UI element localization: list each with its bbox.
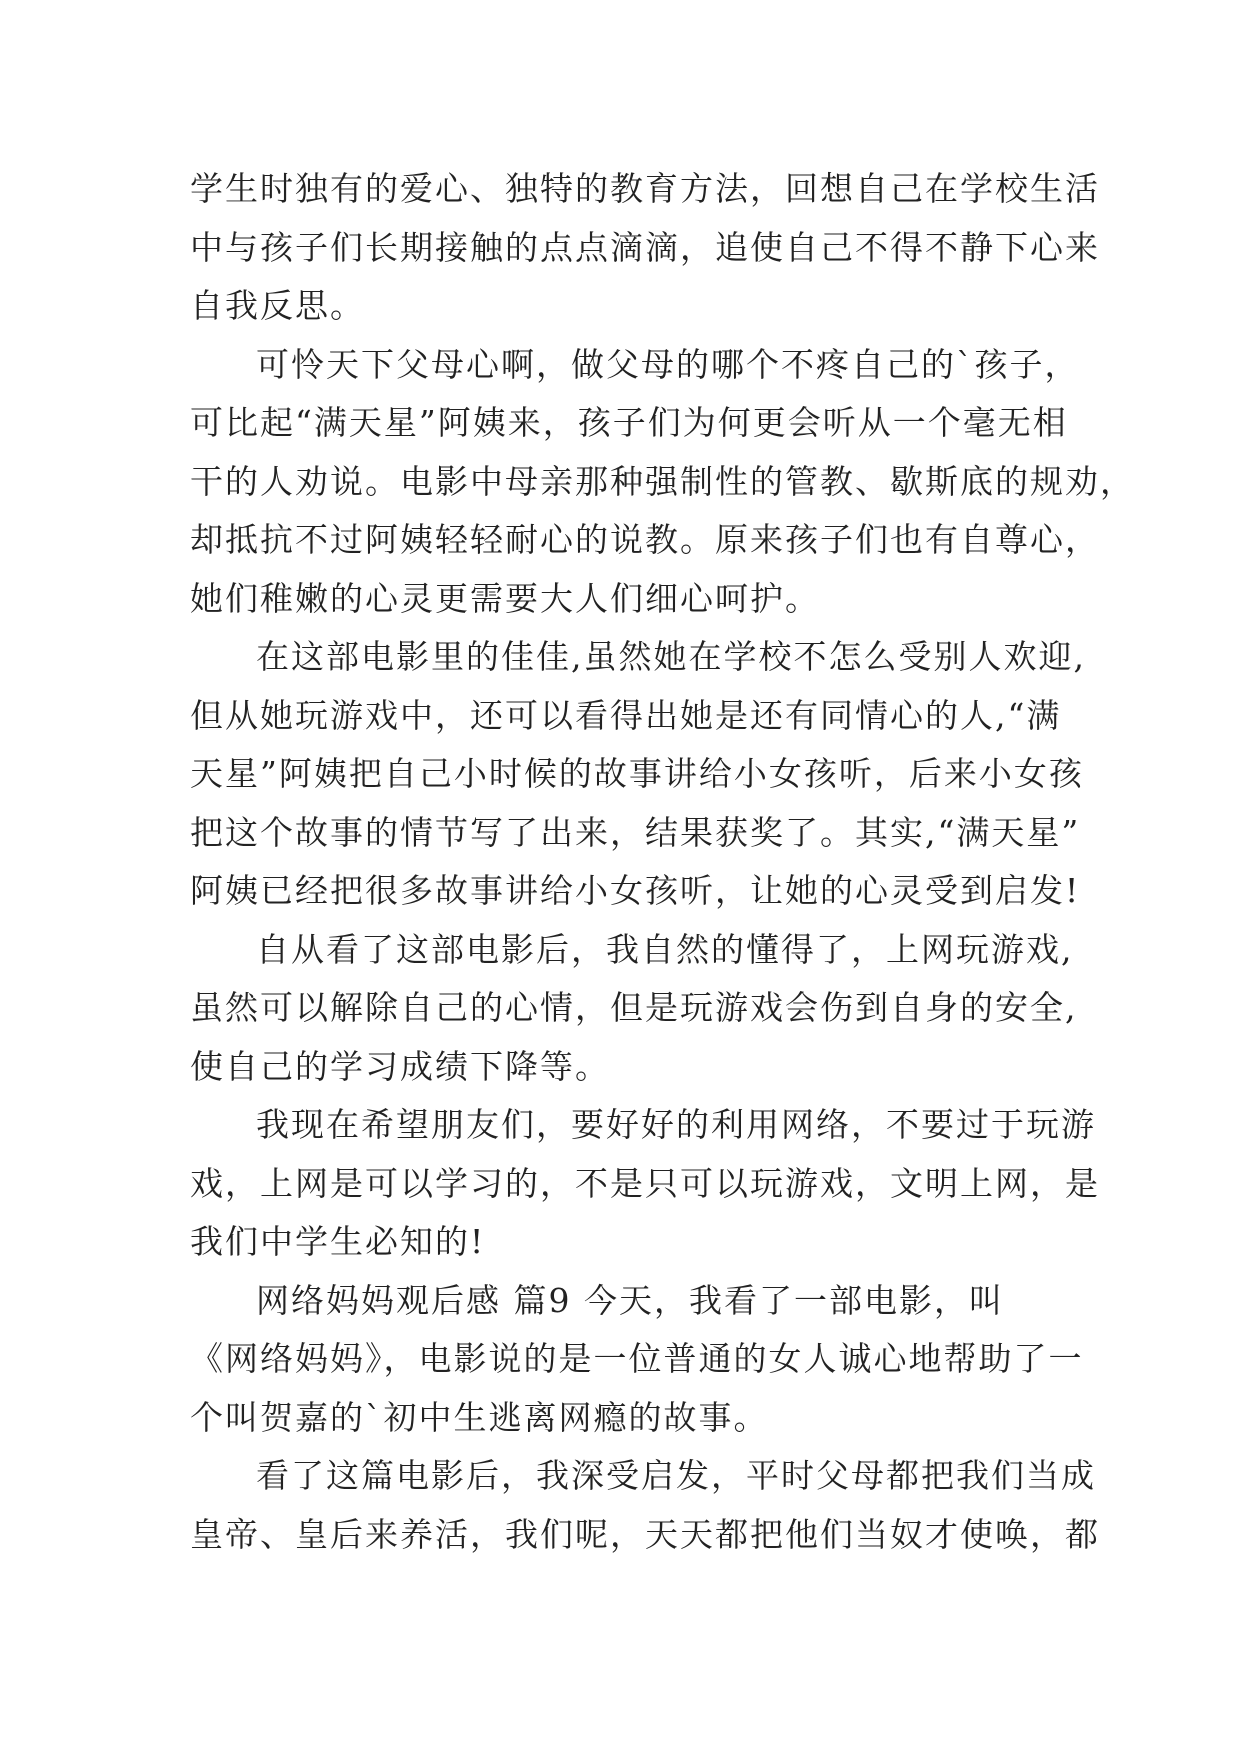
text-line: 中与孩子们长期接触的点点滴滴，追使自己不得不静下心来 (190, 227, 1100, 267)
text-line: 我现在希望朋友们，要好好的利用网络，不要过于玩游 (256, 1105, 1096, 1144)
text-line: 虽然可以解除自己的心情，但是玩游戏会伤到自身的安全, (190, 988, 1078, 1027)
text-line: 皇帝、皇后来养活，我们呢，天天都把他们当奴才使唤，都 (190, 1514, 1100, 1554)
text-line: 却抵抗不过阿姨轻轻耐心的说教。原来孩子们也有自尊心， (190, 520, 1100, 559)
text-line: 把这个故事的情节写了出来，结果获奖了。其实,“满天星” (190, 812, 1081, 852)
text-line: 我们中学生必知的! (190, 1222, 486, 1261)
text-line: 《网络妈妈》，电影说的是一位普通的女人诚心地帮助了一 (190, 1339, 1084, 1378)
text-line: 网络妈妈观后感 篇9 今天，我看了一部电影，叫 (256, 1280, 1004, 1320)
body-text (190, 160, 1135, 1564)
text-line: 可怜天下父母心啊，做父母的哪个不疼自己的`孩子， (256, 344, 1080, 384)
text-line: 在这部电影里的佳佳,虽然她在学校不怎么受别人欢迎, (256, 637, 1086, 676)
text-line: 自从看了这部电影后，我自然的懂得了，上网玩游戏, (256, 929, 1074, 969)
text-line: 可比起“满天星”阿姨来，孩子们为何更会听从一个毫无相 (190, 403, 1068, 442)
text-line: 自我反思。 (190, 286, 365, 325)
text-line: 学生时独有的爱心、独特的教育方法，回想自己在学校生活 (190, 169, 1100, 208)
text-line: 干的人劝说。电影中母亲那种强制性的管教、歇斯底的规劝， (190, 461, 1135, 501)
text-line: 她们稚嫩的心灵更需要大人们细心呵护。 (190, 578, 820, 618)
text-line: 天星”阿姨把自己小时候的故事讲给小女孩听，后来小女孩 (190, 754, 1084, 793)
text-line: 使自己的学习成绩下降等。 (190, 1046, 610, 1086)
text-line: 但从她玩游戏中，还可以看得出她是还有同情心的人,“满 (190, 695, 1062, 735)
text-line: 阿姨已经把很多故事讲给小女孩听，让她的心灵受到启发! (190, 871, 1081, 910)
text-line: 个叫贺嘉的`初中生逃离网瘾的故事。 (190, 1397, 769, 1437)
text-line: 戏，上网是可以学习的，不是只可以玩游戏，文明上网，是 (190, 1163, 1100, 1203)
text-line: 看了这篇电影后，我深受启发，平时父母都把我们当成 (256, 1456, 1096, 1495)
